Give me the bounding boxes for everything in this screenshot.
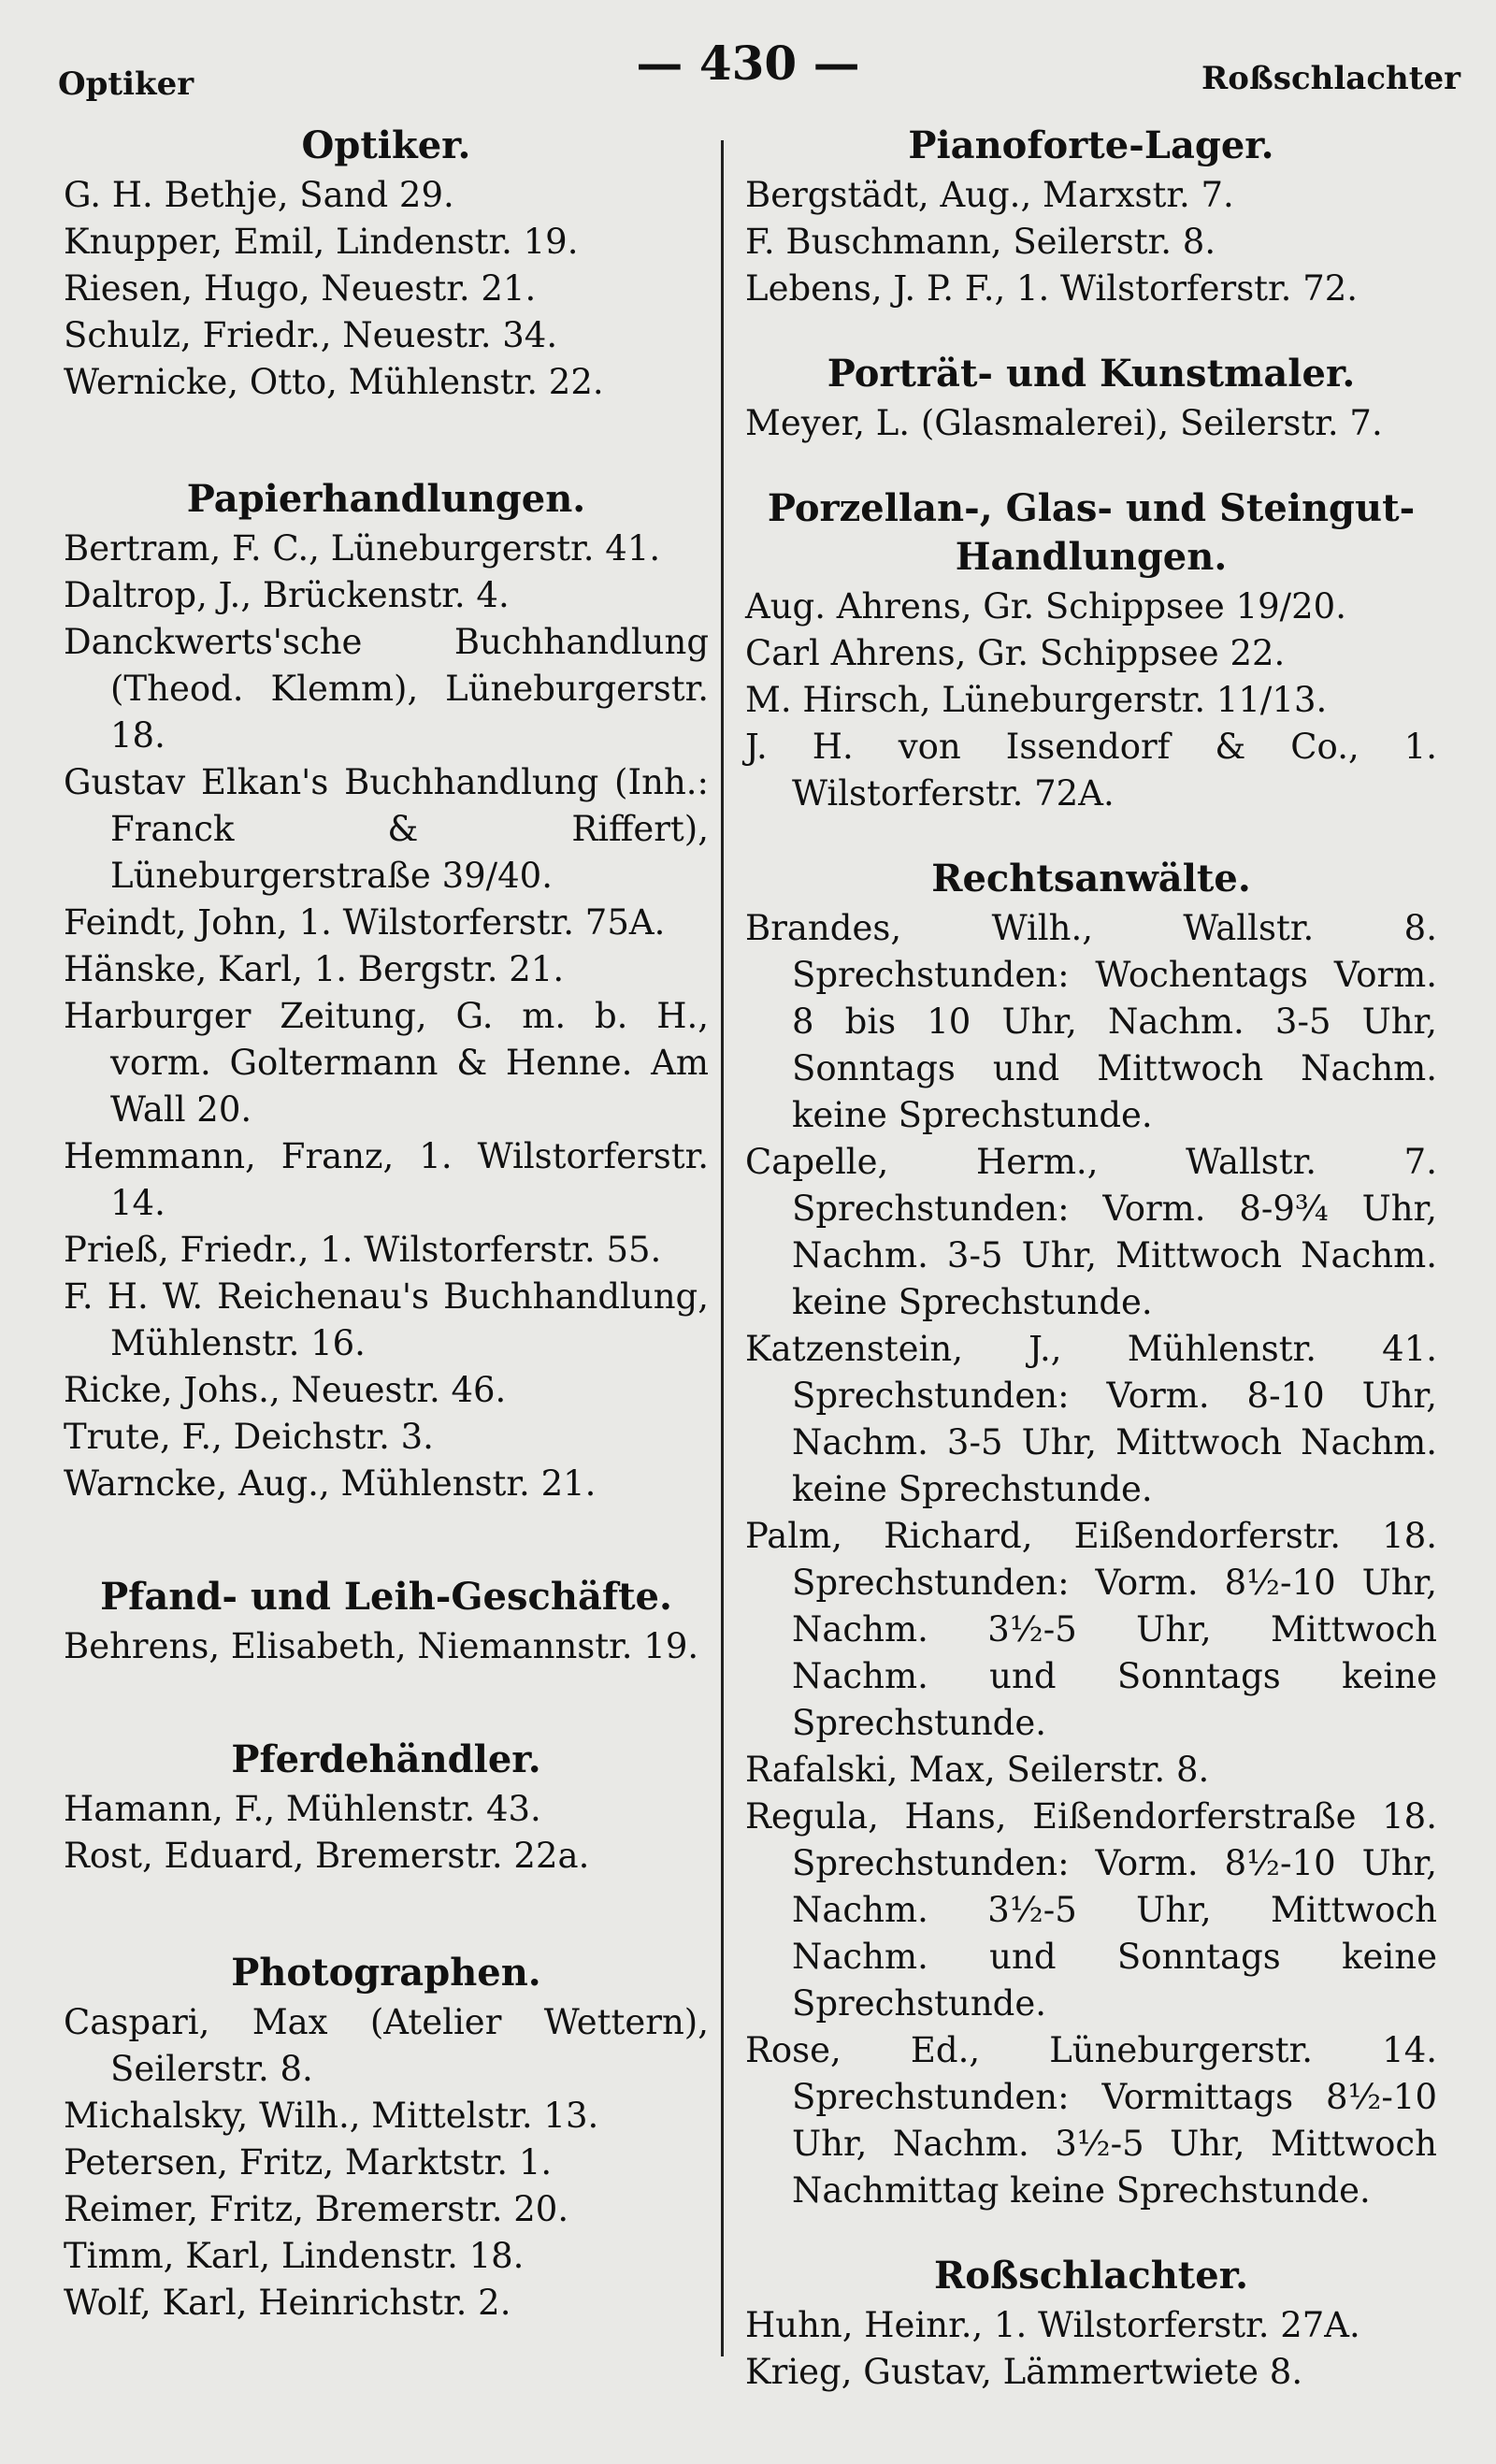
page-number: — 430 — — [636, 36, 860, 91]
section-heading: Photographen. — [231, 1951, 541, 1995]
directory-entry: Krieg, Gustav, Lämmertwiete 8. — [745, 2352, 1303, 2392]
running-header-right: Roßschlachter — [1201, 60, 1460, 97]
directory-entry: Huhn, Heinr., 1. Wilstorferstr. 27A. — [745, 2305, 1360, 2345]
directory-entry: Schulz, Friedr., Neuestr. 34. — [64, 315, 558, 355]
directory-entry: Gustav Elkan's Buchhandlung (Inh.: Franck & Riffert), Lüneburgerstraße 39/40. — [64, 762, 709, 896]
directory-entry: Regula, Hans, Eißendorferstraße 18. Sprechstunden: Vorm. 8½-10 Uhr, Nachm. 3½-5 Uhr, Mittwoch Nachm. und Sonntags keine Sprechstunde. — [745, 1796, 1437, 2024]
directory-entry: Behrens, Elisabeth, Niemannstr. 19. — [64, 1626, 699, 1666]
directory-entry: Riesen, Hugo, Neuestr. 21. — [64, 268, 537, 309]
directory-section — [745, 122, 1437, 312]
column-divider — [721, 140, 724, 2356]
directory-entry: Hemmann, Franz, 1. Wilstorferstr. 14. — [64, 1136, 709, 1223]
directory-entry: Hänske, Karl, 1. Bergstr. 21. — [64, 949, 565, 989]
directory-entry: Bertram, F. C., Lüneburgerstr. 41. — [64, 528, 661, 569]
directory-entry: Danckwerts'sche Buchhandlung (Theod. Klemm), Lüneburgerstr. 18. — [64, 622, 709, 756]
directory-entry: Capelle, Herm., Wallstr. 7. Sprechstunden: Vorm. 8-9¾ Uhr, Nachm. 3-5 Uhr, Mittwoch Nachm. keine Sprechstunde. — [745, 1142, 1437, 1322]
section-heading: Pferdehändler. — [231, 1737, 541, 1781]
section-heading: Papierhandlungen. — [186, 477, 586, 521]
directory-entry: Timm, Karl, Lindenstr. 18. — [64, 2236, 525, 2276]
directory-entry: Michalsky, Wilh., Mittelstr. 13. — [64, 2096, 599, 2136]
directory-entry: Reimer, Fritz, Bremerstr. 20. — [64, 2189, 569, 2229]
directory-section — [745, 855, 1437, 2214]
directory-section — [745, 484, 1437, 817]
directory-section — [64, 475, 709, 1507]
directory-entry: F. H. W. Reichenau's Buchhandlung, Mühlenstr. 16. — [64, 1276, 709, 1363]
directory-section — [745, 350, 1437, 447]
directory-entry: Wernicke, Otto, Mühlenstr. 22. — [64, 362, 604, 402]
directory-entry: Wolf, Karl, Heinrichstr. 2. — [64, 2283, 511, 2323]
directory-entry: Trute, F., Deichstr. 3. — [64, 1417, 434, 1457]
directory-entry: Caspari, Max (Atelier Wettern), Seilerstr. 8. — [64, 2002, 709, 2089]
running-header-left: Optiker — [58, 65, 194, 103]
right-column — [745, 122, 1437, 2396]
directory-entry: Meyer, L. (Glasmalerei), Seilerstr. 7. — [745, 403, 1383, 443]
directory-entry: Daltrop, J., Brückenstr. 4. — [64, 575, 510, 615]
directory-entry: Katzenstein, J., Mühlenstr. 41. Sprechstunden: Vorm. 8-10 Uhr, Nachm. 3-5 Uhr, Mittwoch Nachm. keine Sprechstunde. — [745, 1329, 1437, 1509]
section-heading: Pfand- und Leih-Geschäfte. — [100, 1575, 672, 1619]
directory-entry: Rost, Eduard, Bremerstr. 22a. — [64, 1836, 590, 1876]
directory-entry: M. Hirsch, Lüneburgerstr. 11/13. — [745, 680, 1328, 720]
directory-entry: Knupper, Emil, Lindenstr. 19. — [64, 222, 579, 262]
directory-entry: Rose, Ed., Lüneburgerstr. 14. Sprechstunden: Vormittags 8½-10 Uhr, Nachm. 3½-5 Uhr, Mittwoch Nachmittag keine Sprechstunde. — [745, 2030, 1437, 2211]
directory-entry: Ricke, Johs., Neuestr. 46. — [64, 1370, 507, 1410]
directory-entry: F. Buschmann, Seilerstr. 8. — [745, 222, 1216, 262]
directory-section — [64, 1573, 709, 1670]
directory-entry: Carl Ahrens, Gr. Schippsee 22. — [745, 633, 1286, 673]
directory-entry: Prieß, Friedr., 1. Wilstorferstr. 55. — [64, 1230, 662, 1270]
directory-section — [64, 1736, 709, 1880]
section-heading: Porzellan-, Glas- und Steingut-Handlungen. — [767, 486, 1416, 579]
section-heading: Pianoforte-Lager. — [908, 123, 1274, 167]
directory-entry: Brandes, Wilh., Wallstr. 8. Sprechstunden: Wochentags Vorm. 8 bis 10 Uhr, Nachm. 3-5 Uhr, Sonntags und Mittwoch Nachm. keine Sprechstunde. — [745, 908, 1437, 1135]
directory-entry: Lebens, J. P. F., 1. Wilstorferstr. 72. — [745, 268, 1359, 309]
section-heading: Optiker. — [301, 123, 471, 167]
directory-entry: Petersen, Fritz, Marktstr. 1. — [64, 2142, 553, 2183]
section-heading: Roßschlachter. — [933, 2254, 1249, 2298]
section-heading: Rechtsanwälte. — [931, 857, 1251, 901]
section-heading: Porträt- und Kunstmaler. — [827, 352, 1356, 396]
directory-entry: Feindt, John, 1. Wilstorferstr. 75A. — [64, 902, 666, 943]
directory-entry: Palm, Richard, Eißendorferstr. 18. Sprechstunden: Vorm. 8½-10 Uhr, Nachm. 3½-5 Uhr, Mittwoch Nachm. und Sonntags keine Sprechstunde. — [745, 1516, 1437, 1743]
directory-section — [745, 2252, 1437, 2396]
directory-section — [64, 1949, 709, 2327]
directory-section — [64, 122, 709, 406]
directory-entry: G. H. Bethje, Sand 29. — [64, 175, 454, 215]
directory-entry: J. H. von Issendorf & Co., 1. Wilstorferstr. 72A. — [745, 727, 1437, 814]
directory-entry: Aug. Ahrens, Gr. Schippsee 19/20. — [745, 586, 1346, 627]
directory-entry: Hamann, F., Mühlenstr. 43. — [64, 1789, 541, 1829]
directory-entry: Bergstädt, Aug., Marxstr. 7. — [745, 175, 1234, 215]
directory-entry: Harburger Zeitung, G. m. b. H., vorm. Goltermann & Henne. Am Wall 20. — [64, 996, 709, 1130]
left-column — [64, 122, 709, 2327]
directory-entry: Rafalski, Max, Seilerstr. 8. — [745, 1750, 1210, 1790]
directory-entry: Warncke, Aug., Mühlenstr. 21. — [64, 1463, 597, 1504]
